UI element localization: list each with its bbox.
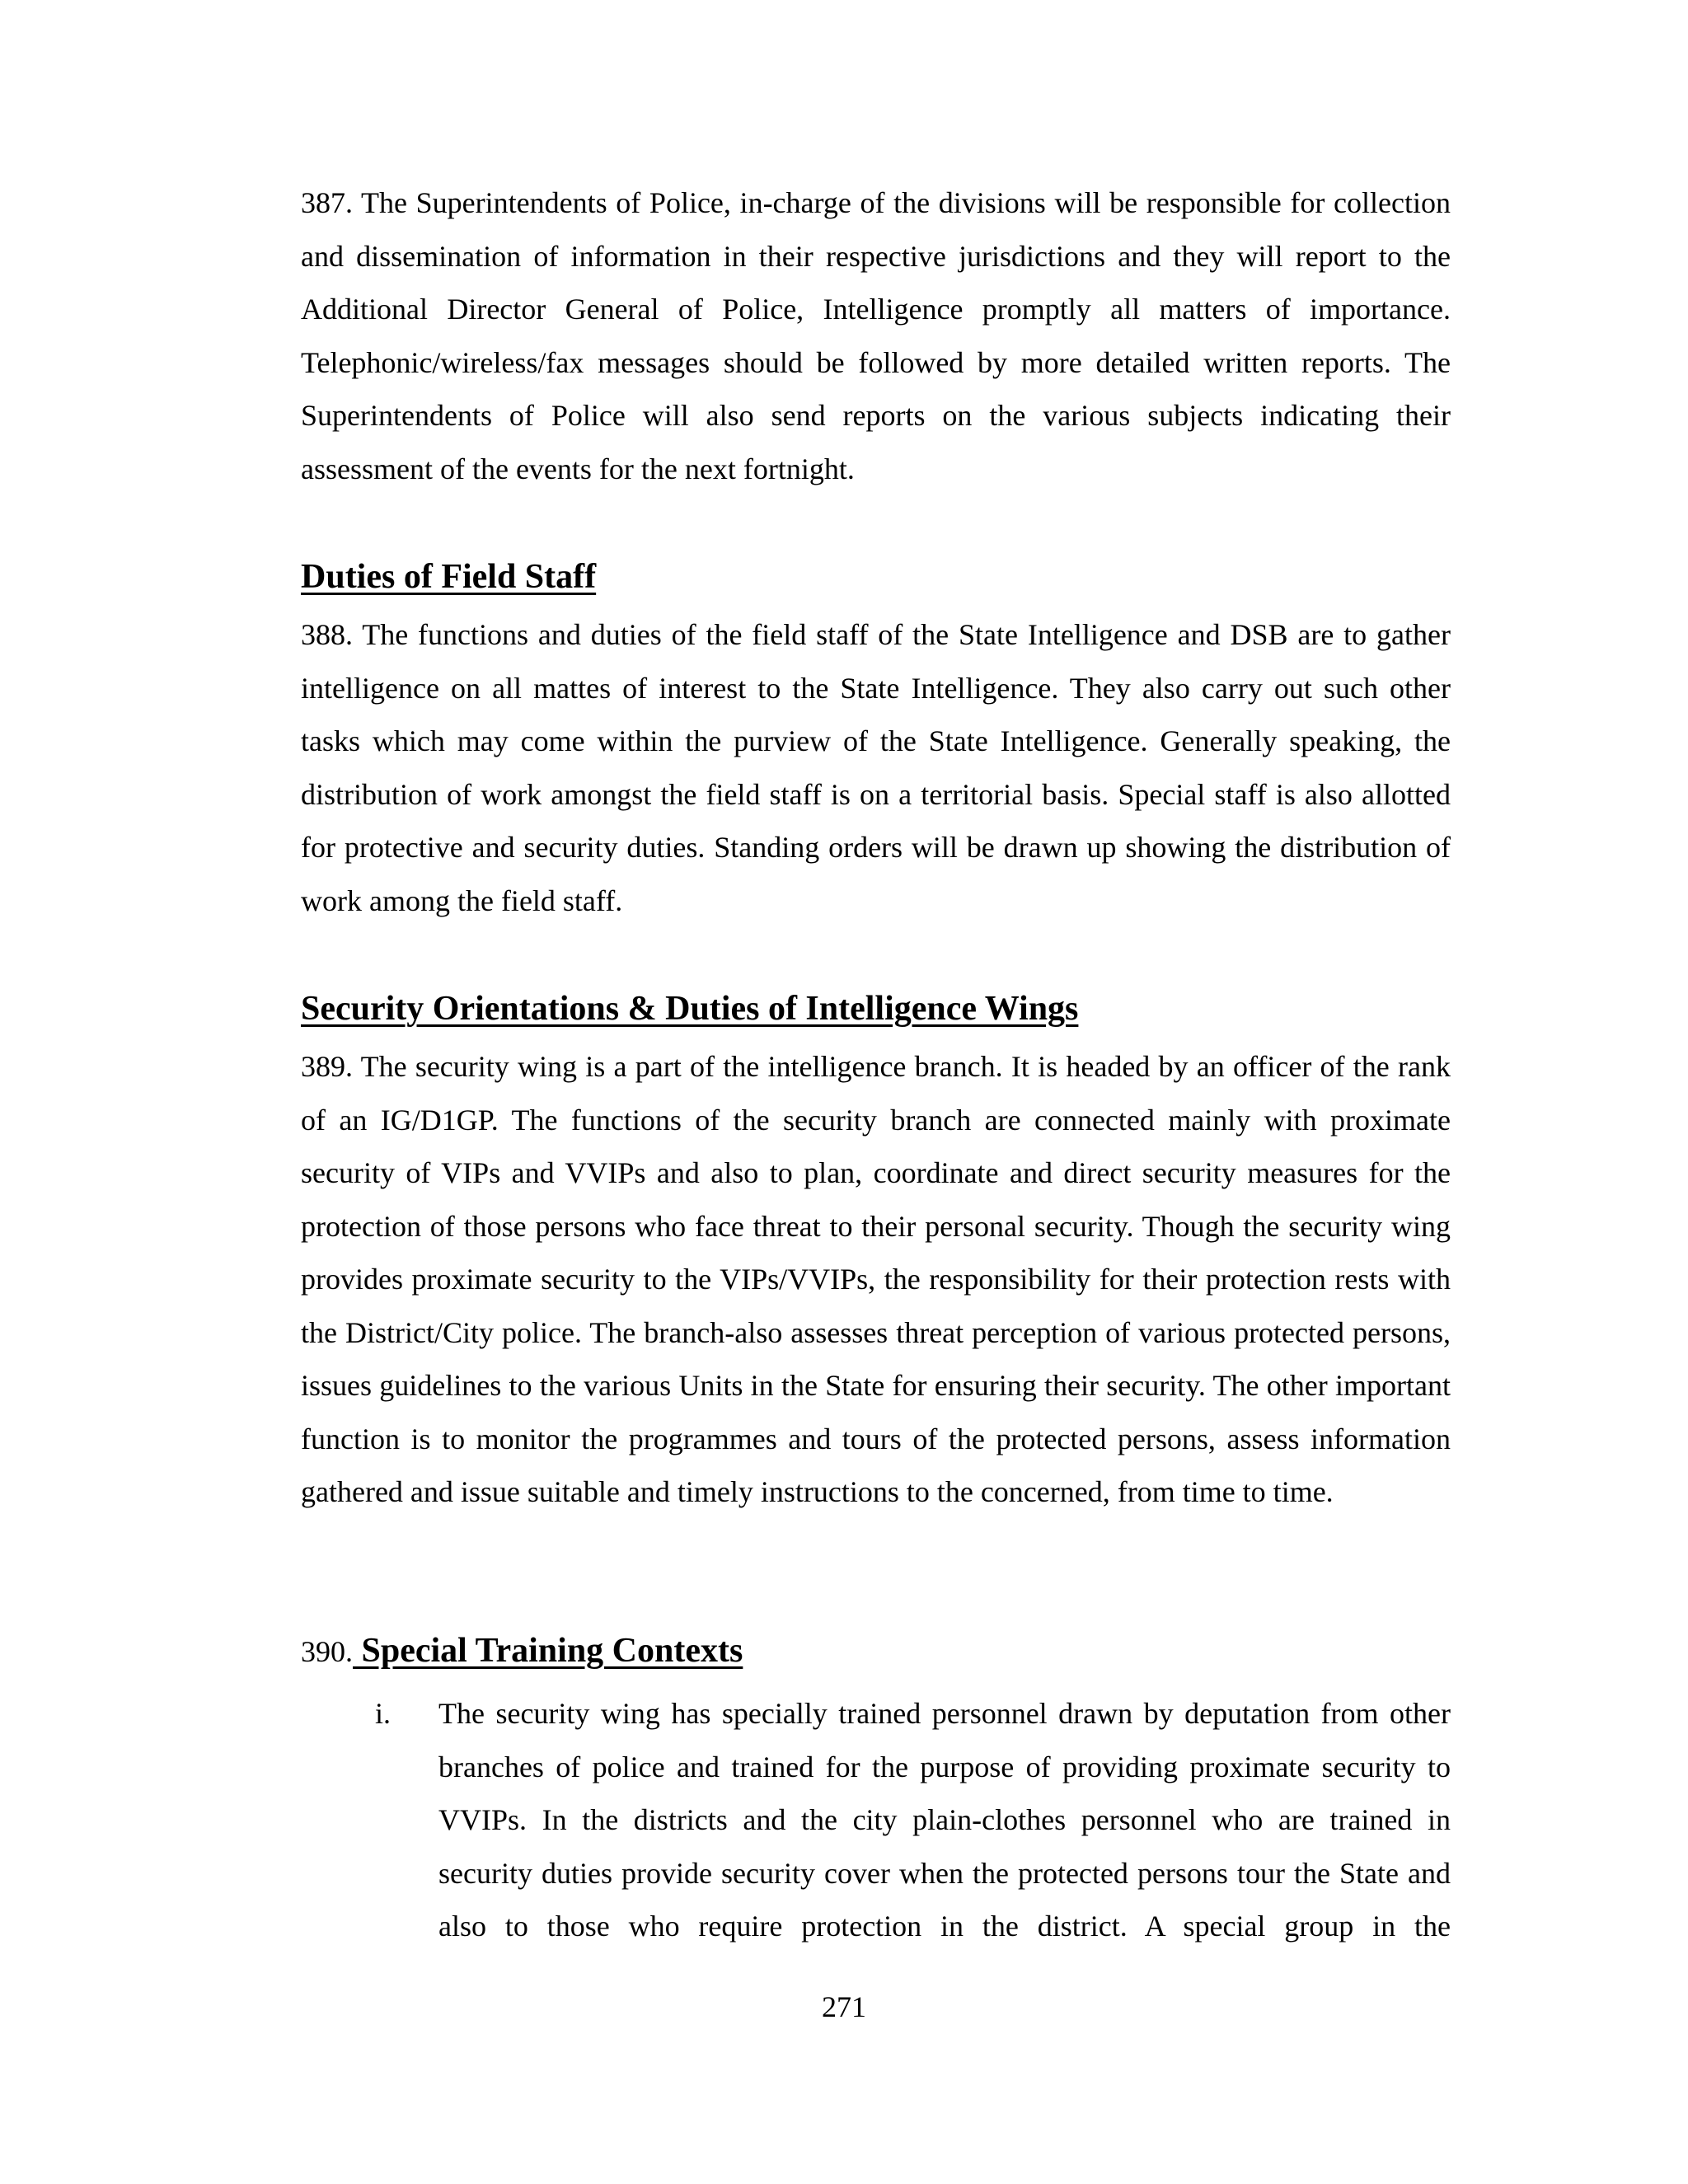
heading-duties-of-field-staff: Duties of Field Staff — [301, 558, 597, 596]
heading-security-orientations: Security Orientations & Duties of Intelligence Wings — [301, 990, 1079, 1028]
section-number-390: 390. — [301, 1635, 353, 1668]
paragraph-387: 387. The Superintendents of Police, in-charge of the divisions will be responsible for collection and dissemination of information in their respective jurisdictions and they will report to the Additional Director General of Police, Intelligence promptly all matters of importance. Telephonic/wireless/fax messages should be followed by more detailed written reports. The Superintendents of Police will also send reports on the various subjects indicating their assessment of the events for the next fortnight. — [301, 186, 1451, 485]
list-marker: i. — [375, 1697, 392, 1730]
page-number: 271 — [822, 1990, 866, 2023]
paragraph-388: 388. The functions and duties of the field staff of the State Intelligence and DSB are to gather intelligence on all mattes of interest to the State Intelligence. They also carry out such other tasks which may come within the purview of the State Intelligence. Generally speaking, the distribution of work amongst the field staff is on a territorial basis. Special staff is also allotted for protective and security duties. Standing orders will be drawn up showing the distribution of work among the field staff. — [301, 618, 1451, 917]
section-title-special-training: Special Training Contexts — [353, 1632, 743, 1670]
heading-special-training-contexts — [301, 1630, 743, 1679]
list-item-text: The security wing has specially trained personnel drawn by deputation from other branches of police and trained for the purpose of providing proximate security to VVIPs. In the districts and the city plain-clothes personnel who are trained in security duties provide security cover when the protected persons tour the State and also to those who require protection in the district. A special group in the — [438, 1697, 1451, 1943]
paragraph-389: 389. The security wing is a part of the intelligence branch. It is headed by an officer of the rank of an IG/D1GP. The functions of the security branch are connected mainly with proximate security of VIPs and VVIPs and also to plan, coordinate and direct security measures for the protection of those persons who face threat to their personal security. Though the security wing provides proximate security to the VIPs/VVIPs, the responsibility for their protection rests with the District/City police. The branch-also assesses threat perception of various protected persons, issues guidelines to the various Units in the State for ensuring their security. The other important function is to monitor the programmes and tours of the protected persons, assess information gathered and issue suitable and timely instructions to the concerned, from time to time. — [301, 1050, 1451, 1508]
